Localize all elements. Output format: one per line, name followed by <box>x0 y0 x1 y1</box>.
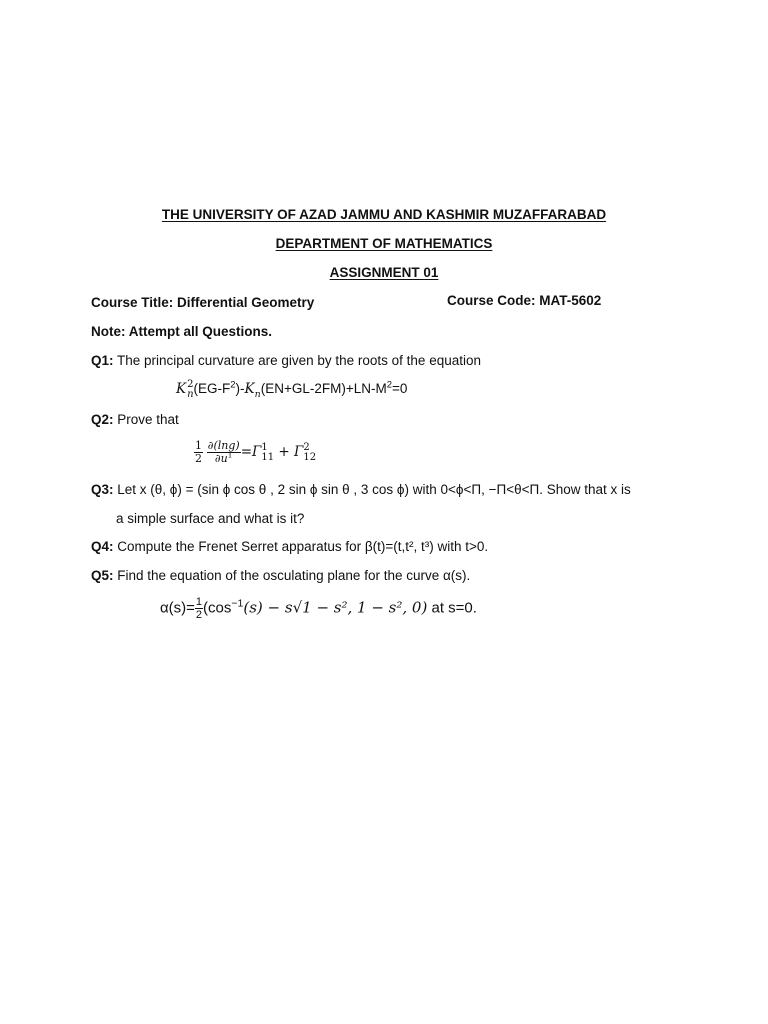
question-1 <box>91 353 481 368</box>
question-3-continuation: a simple surface and what is it? <box>116 511 305 526</box>
eq-text: (EG-F <box>193 381 231 397</box>
fraction-half: $\frac{1}{2}$ <box>195 439 202 466</box>
question-label: Q3: <box>91 482 114 497</box>
question-4 <box>91 539 488 554</box>
question-text: Compute the Frenet Serret apparatus for β(t)=(t,t², t³) with t>0. <box>113 539 489 554</box>
eq-text: =Γ <box>240 444 262 461</box>
question-3 <box>91 482 631 497</box>
eq-text: (cos <box>203 599 232 617</box>
course-title: Course Title: Differential Geometry <box>91 295 315 310</box>
eq-text: (s) − s√1 − s², 1 − s², 0) <box>243 598 428 617</box>
question-text: Find the equation of the osculating plane for the curve α(s). <box>113 568 471 583</box>
equation-q1: K 2 n $(EG-F^2)-K_n(EN+GL-2FM)+LN-M^2=0$ <box>176 379 408 400</box>
eq-text: )- <box>235 381 245 397</box>
question-label: Q2: <box>91 412 114 427</box>
question-label: Q5: <box>91 568 114 583</box>
question-label: Q1: <box>91 353 114 368</box>
question-text: The principal curvature are given by the roots of the equation <box>113 353 481 368</box>
eq-text: =0 <box>392 381 408 397</box>
course-code: Course Code: MAT-5602 <box>447 293 602 308</box>
note: Note: Attempt all Questions. <box>91 324 273 339</box>
equation-q5: α(s)= $\frac{1}{2}$ ($\cos^{-1}(s) - s√1 - s^2$, 1 − s², 0) at s=0. <box>160 596 477 622</box>
question-text: Let x (θ, ϕ) = (sin ϕ cos θ , 2 sin ϕ sin θ , 3 cos ϕ) with 0<ϕ<Π, −Π<θ<Π. Show that x is <box>113 482 631 497</box>
question-text: Prove that <box>113 412 179 427</box>
fraction-half: $\frac{1}{2}$ <box>195 596 203 622</box>
eq-text: at s=0. <box>427 599 477 617</box>
question-5 <box>91 568 470 583</box>
assignment-title: ASSIGNMENT 01 <box>329 265 439 280</box>
university-title: THE UNIVERSITY OF AZAD JAMMU AND KASHMIR MUZAFFARABAD <box>161 207 607 222</box>
eq-text: (EN+GL-2FM)+LN-M <box>260 381 387 397</box>
question-label: Q4: <box>91 539 114 554</box>
department-title: DEPARTMENT OF MATHEMATICS <box>275 236 493 251</box>
fraction-derivative: $\frac{\partial(\ln g)}{\partial u^1}$ <box>207 439 240 466</box>
eq-text: α(s)= <box>160 599 195 617</box>
equation-q2: $\frac{1}{2}$ $\frac{\partial(\ln g)}{\partial u^1}$ =Γ 1 11 + Γ 2 12 <box>195 439 317 466</box>
question-2 <box>91 412 179 427</box>
